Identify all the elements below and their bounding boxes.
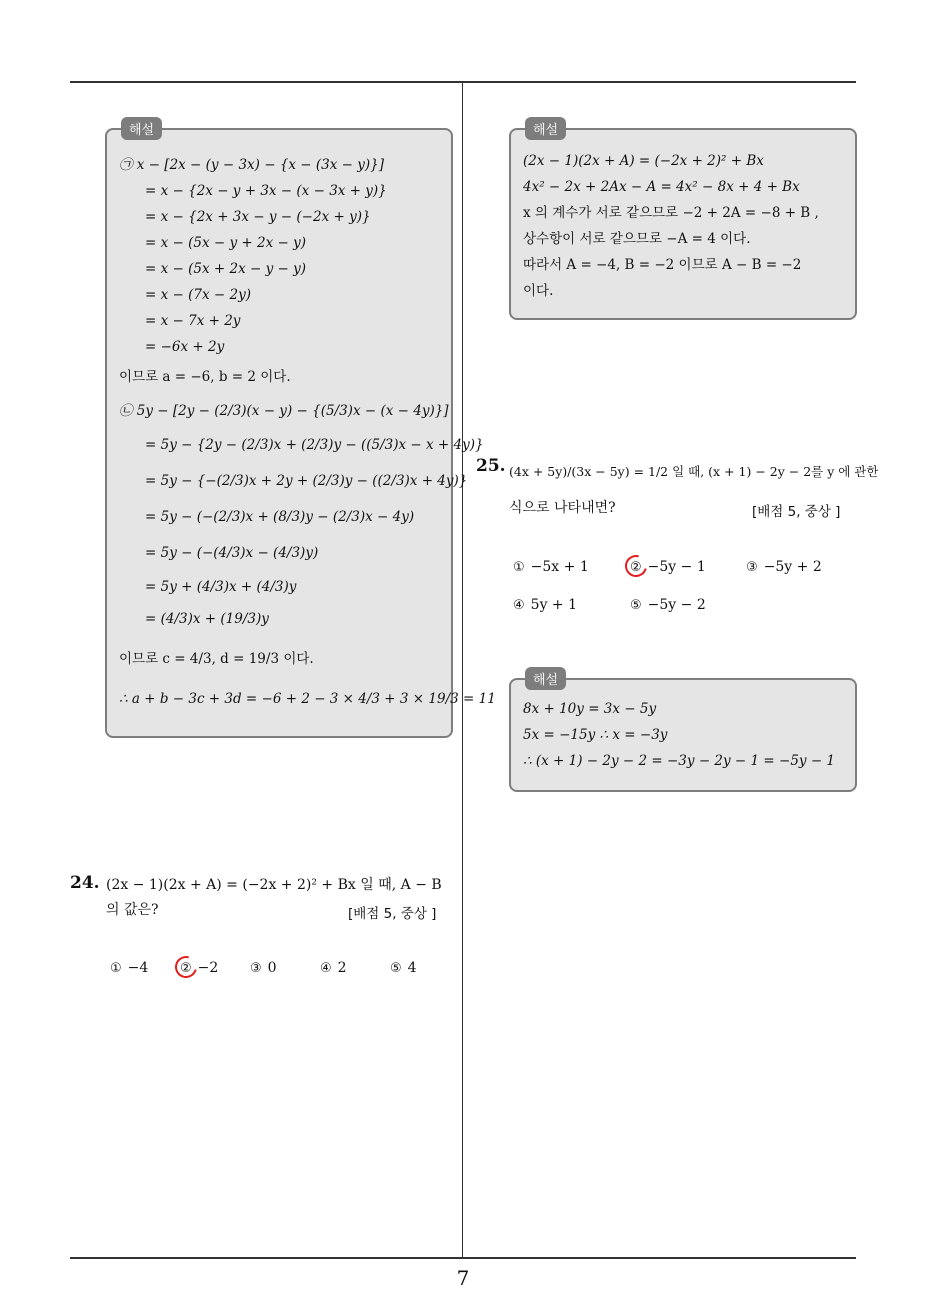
sol24-line: 4x² − 2x + 2Ax − A = 4x² − 8x + 4 + Bx <box>523 179 800 195</box>
page-number: 7 <box>456 1266 470 1290</box>
solution-box-25 <box>509 673 857 792</box>
sol24-line: 따라서 A = −4, B = −2 이므로 A − B = −2 <box>523 257 802 273</box>
q24-choice-3[interactable] <box>250 960 277 976</box>
sol23-line: ㉠ x − [2x − (y − 3x) − {x − (3x − y)}] <box>119 157 385 173</box>
question-24-score: [배점 5, 중상 ] <box>348 906 437 922</box>
q25-choice-3[interactable] <box>746 559 822 575</box>
choice-value: 5y + 1 <box>530 597 578 613</box>
sol24-line: x 의 계수가 서로 같으므로 −2 + 2A = −8 + B , <box>523 205 819 221</box>
q24-choice-4[interactable] <box>320 960 347 976</box>
choice-value: −5y − 1 <box>647 559 706 575</box>
q25-choice-5[interactable] <box>630 597 706 613</box>
sol23-line: = 5y − (−(2/3)x + (8/3)y − (2/3)x − 4y) <box>145 509 415 525</box>
question-number-24: 24. <box>70 873 100 893</box>
choice-number: ① <box>110 961 122 976</box>
sol25-line: ∴ (x + 1) − 2y − 2 = −3y − 2y − 1 = −5y − 1 <box>523 753 836 769</box>
sol23-line: = x − {2x − y + 3x − (x − 3x + y)} <box>145 183 387 199</box>
sol24-line: (2x − 1)(2x + A) = (−2x + 2)² + Bx <box>523 153 764 169</box>
top-rule <box>70 81 856 83</box>
question-24-text-line1: (2x − 1)(2x + A) = (−2x + 2)² + Bx 일 때, A − B <box>106 877 442 893</box>
q24-choice-1[interactable] <box>110 960 148 976</box>
column-divider <box>462 82 463 1257</box>
choice-value: 4 <box>407 960 417 976</box>
sol23-line: ㉡ 5y − [2y − (2/3)(x − y) − {(5/3)x − (x − 4y)}] <box>119 403 449 419</box>
sol24-line: 이다. <box>523 283 554 299</box>
sol23-line: = x − (5x − y + 2x − y) <box>145 235 306 251</box>
q25-choice-4[interactable] <box>513 597 577 613</box>
sol23-line: = x − (7x − 2y) <box>145 287 251 303</box>
choice-number: ② <box>180 961 192 976</box>
choice-number: ⑤ <box>630 598 642 613</box>
q24-choice-5[interactable] <box>390 960 417 976</box>
choice-value: 2 <box>337 960 347 976</box>
sol23-line: = 5y − {2y − (2/3)x + (2/3)y − ((5/3)x − x + 4y)} <box>145 437 484 453</box>
choice-number: ③ <box>746 560 758 575</box>
sol23-line: = 5y + (4/3)x + (4/3)y <box>145 579 297 595</box>
sol23-line: 이므로 c = 4/3, d = 19/3 이다. <box>119 651 314 667</box>
choice-number: ④ <box>320 961 332 976</box>
choice-value: −2 <box>197 960 219 976</box>
choice-number: ③ <box>250 961 262 976</box>
solution-box-24 <box>509 123 857 320</box>
question-24-text-line2: 의 값은? <box>106 902 159 918</box>
choice-value: 0 <box>267 960 277 976</box>
choice-number: ② <box>630 560 642 575</box>
bottom-rule <box>70 1257 856 1259</box>
question-25-score: [배점 5, 중상 ] <box>752 504 841 520</box>
solution-tag: 해설 <box>525 117 566 140</box>
choice-value: −5y − 2 <box>647 597 706 613</box>
question-number-25: 25. <box>476 456 506 476</box>
solution-tag: 해설 <box>525 667 566 690</box>
sol23-line: = 5y − {−(2/3)x + 2y + (2/3)y − ((2/3)x + 4y)} <box>145 473 468 489</box>
choice-number: ⑤ <box>390 961 402 976</box>
question-25-text-line2: 식으로 나타내면? <box>509 500 616 516</box>
question-25-text-line1: (4x + 5y)/(3x − 5y) = 1/2 일 때, (x + 1) − 2y − 2를 y 에 관한 <box>509 464 879 479</box>
sol25-line: 8x + 10y = 3x − 5y <box>523 701 657 717</box>
choice-value: −4 <box>127 960 149 976</box>
sol23-line: = x − (5x + 2x − y − y) <box>145 261 306 277</box>
sol23-line: = x − {2x + 3x − y − (−2x + y)} <box>145 209 371 225</box>
sol23-line: = x − 7x + 2y <box>145 313 241 329</box>
choice-number: ④ <box>513 598 525 613</box>
answer-circle-mark <box>621 551 651 581</box>
sol23-line: = −6x + 2y <box>145 339 225 355</box>
sol24-line: 상수항이 서로 같으므로 −A = 4 이다. <box>523 231 751 247</box>
answer-circle-mark <box>171 952 201 982</box>
sol23-line: = 5y − (−(4/3)x − (4/3)y) <box>145 545 319 561</box>
q25-choice-1[interactable] <box>513 559 589 575</box>
sol23-line: 이므로 a = −6, b = 2 이다. <box>119 369 291 385</box>
choice-number: ① <box>513 560 525 575</box>
solution-tag: 해설 <box>121 117 162 140</box>
sol23-line: = (4/3)x + (19/3)y <box>145 611 269 627</box>
choice-value: −5x + 1 <box>530 559 589 575</box>
sol25-line: 5x = −15y ∴ x = −3y <box>523 727 668 743</box>
sol23-line: ∴ a + b − 3c + 3d = −6 + 2 − 3 × 4/3 + 3 × 19/3 = 11 <box>119 691 496 707</box>
choice-value: −5y + 2 <box>763 559 822 575</box>
